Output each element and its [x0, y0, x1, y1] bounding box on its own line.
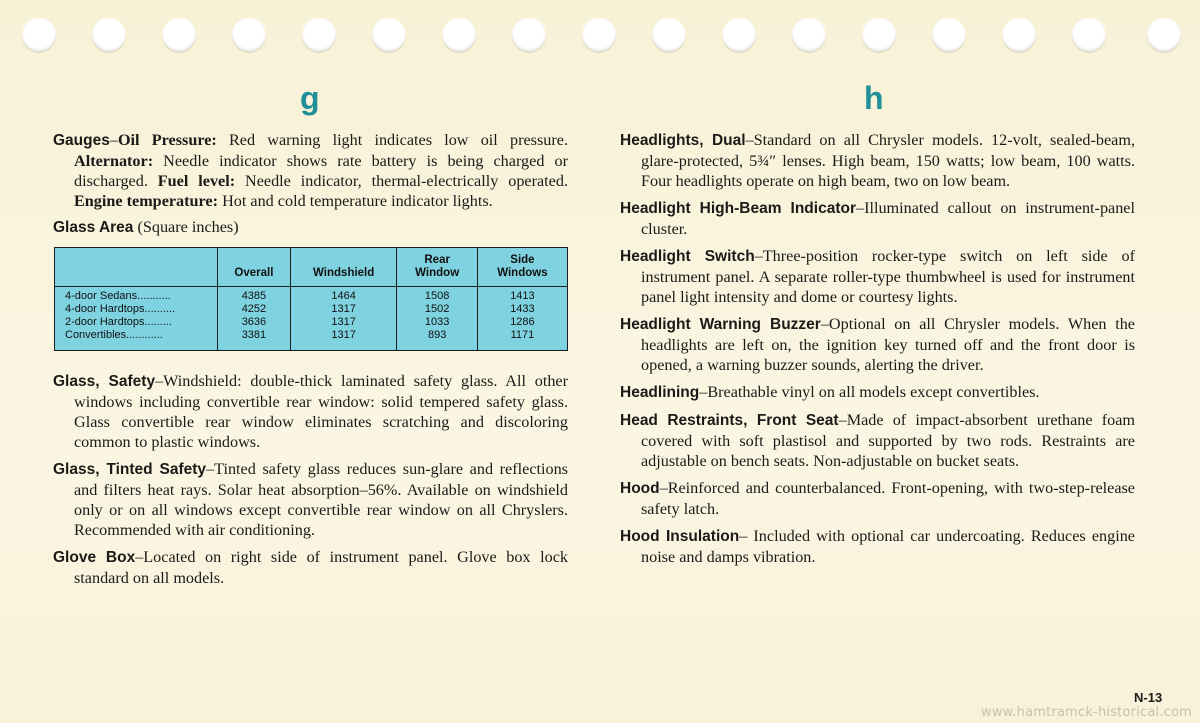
- entry-hood: [620, 478, 1135, 519]
- entry-term: Gauges: [53, 132, 110, 149]
- entry-glass-tinted-safety: [53, 459, 568, 540]
- binder-hole: [512, 18, 546, 52]
- binder-hole: [722, 18, 756, 52]
- side-windows-cell: [477, 287, 567, 351]
- entry-term: Head Restraints, Front Seat: [620, 412, 839, 429]
- alternator-label: Alternator:: [74, 152, 154, 170]
- header-model: [55, 248, 218, 287]
- binder-hole: [442, 18, 476, 52]
- entry-term: Glass, Safety: [53, 373, 156, 390]
- table-cell: 4-door Hardtops..........: [65, 303, 176, 315]
- engine-temp-text: Hot and cold temperature indicator lights.: [218, 192, 493, 210]
- binder-hole: [232, 18, 266, 52]
- entry-text: –Standard on all Chrysler models. 12-volt, sealed-beam, glare-protected, 5¾″ lenses. High beam, 150 watts; low beam, 100 watts. Four headlights operate on high beam, two on low beam.: [641, 131, 1135, 190]
- table-cell: 1317: [331, 329, 356, 341]
- fuel-level-label: Fuel level:: [157, 172, 236, 190]
- oil-pressure-label: Oil Pressure:: [117, 131, 217, 149]
- entry-glove-box: [53, 547, 568, 588]
- binder-hole: [652, 18, 686, 52]
- windshield-cell: [290, 287, 397, 351]
- binder-hole: [1002, 18, 1036, 52]
- table-body-row: [55, 287, 568, 351]
- binder-hole: [582, 18, 616, 52]
- table-cell: 1171: [510, 329, 535, 341]
- entry-term: Headlight Warning Buzzer: [620, 316, 821, 333]
- fuel-level-text: Needle indicator, thermal-electrically operated.: [235, 172, 568, 190]
- entry-text: – Included with optional car undercoating. Reduces engine noise and damps vibration.: [641, 527, 1135, 566]
- header-windshield: [290, 248, 397, 287]
- alternator-text: Needle indicator shows rate battery is being charged or discharged.: [74, 152, 568, 190]
- table-cell: 2-door Hardtops.........: [65, 316, 172, 328]
- section-letter-g: g: [300, 80, 320, 116]
- binder-hole: [792, 18, 826, 52]
- table-cell: 1508: [424, 290, 450, 302]
- table-cell: 1286: [510, 316, 535, 328]
- glass-area-table: [54, 247, 568, 351]
- glass-area-note: (Square inches): [133, 218, 239, 236]
- header-overall: [218, 248, 291, 287]
- binder-hole: [1147, 18, 1181, 52]
- section-letter-h: h: [864, 80, 884, 116]
- header-side-windows: [477, 248, 567, 287]
- binder-hole: [92, 18, 126, 52]
- table-cell: 1464: [331, 290, 356, 302]
- engine-temp-label: Engine temperature:: [74, 192, 219, 210]
- separator: –: [109, 131, 118, 149]
- entry-headlight-switch: [620, 246, 1135, 307]
- page-number: N-13: [1134, 690, 1163, 705]
- table-cell: 1317: [331, 303, 356, 315]
- entry-gauges: [53, 130, 568, 211]
- binder-hole: [22, 18, 56, 52]
- entry-text: –Optional on all Chrysler models. When the headlights are left on, the ignition key turned off and the front door is opened, a warning buzzer sounds, alerting the driver.: [641, 315, 1135, 374]
- right-column: [620, 130, 1135, 574]
- header-label: Overall: [234, 267, 274, 279]
- table-header-row: [55, 248, 568, 287]
- entry-text: –Breathable vinyl on all models except convertibles.: [699, 383, 1040, 401]
- entry-term: Headlight Switch: [620, 248, 755, 265]
- entry-term: Glove Box: [53, 549, 136, 566]
- entry-text: –Illuminated callout on instrument-panel cluster.: [641, 199, 1135, 238]
- overall-cell: [218, 287, 291, 351]
- entry-term: Headlining: [620, 384, 700, 401]
- entry-term: Hood: [620, 480, 660, 497]
- entry-text: –Made of impact-absorbent urethane foam covered with soft plastisol and supported by two rods. Restraints are adjustable on bench seats. Non-adjustable on bucket seats.: [641, 411, 1135, 470]
- entry-warning-buzzer: [620, 314, 1135, 375]
- binder-hole: [862, 18, 896, 52]
- table-cell: 4385: [241, 290, 267, 302]
- entry-text: –Windshield: double-thick laminated safety glass. All other windows including convertible rear window: solid tempered safety glass. Glass convertible rear window eliminates scratching and discoloring common to plastic windows.: [74, 372, 568, 451]
- entry-text: –Reinforced and counterbalanced. Front-opening, with two-step-release safety latch.: [641, 479, 1135, 518]
- table-cell: 1033: [424, 316, 450, 328]
- table-cell: Convertibles............: [65, 329, 163, 341]
- entry-term: Glass Area: [53, 219, 134, 236]
- table-cell: 3381: [241, 329, 267, 341]
- header-label: Windshield: [313, 267, 375, 279]
- binder-hole: [932, 18, 966, 52]
- entry-hood-insulation: [620, 526, 1135, 567]
- oil-pressure-text: Red warning light indicates low oil pressure.: [216, 131, 569, 149]
- entry-term: Glass, Tinted Safety: [53, 461, 207, 478]
- binder-hole: [302, 18, 336, 52]
- binder-hole: [1072, 18, 1106, 52]
- table-cell: 1413: [510, 290, 535, 302]
- rear-window-cell: [397, 287, 477, 351]
- glass-area-heading: [53, 218, 568, 237]
- header-label: Rear: [424, 254, 450, 266]
- table-cell: 1502: [424, 303, 450, 315]
- entry-glass-safety: [53, 371, 568, 452]
- binder-holes: [0, 18, 1200, 62]
- header-label: Windows: [497, 267, 548, 279]
- entry-high-beam-indicator: [620, 198, 1135, 239]
- entry-headlights-dual: [620, 130, 1135, 191]
- table-cell: 4-door Sedans...........: [65, 290, 171, 302]
- entry-term: Headlights, Dual: [620, 132, 746, 149]
- entry-term: Headlight High-Beam Indicator: [620, 200, 856, 217]
- models-cell: [55, 287, 218, 351]
- binder-hole: [162, 18, 196, 52]
- table-cell: 1433: [510, 303, 535, 315]
- entry-text: –Tinted safety glass reduces sun-glare and reflections and filters heat rays. Solar heat absorption–56%. Available on windshield only or on all windows except convertible rear window on all Chryslers. Recommended with air conditioning.: [74, 460, 568, 539]
- binder-hole: [372, 18, 406, 52]
- table-cell: 893: [427, 329, 447, 341]
- entry-term: Hood Insulation: [620, 528, 740, 545]
- entry-text: –Located on right side of instrument panel. Glove box lock standard on all models.: [74, 548, 568, 587]
- header-label: Window: [415, 267, 460, 279]
- header-label: Side: [510, 254, 535, 266]
- table-cell: 1317: [331, 316, 356, 328]
- entry-text: –Three-position rocker-type switch on left side of instrument panel. A separate roller-type thumbwheel is used for instrument panel light intensity and dome or courtesy lights.: [641, 247, 1135, 306]
- header-rear-window: [397, 248, 477, 287]
- table-cell: 4252: [241, 303, 267, 315]
- left-column: [53, 130, 568, 595]
- entry-headlining: [620, 382, 1135, 403]
- table-cell: 3636: [241, 316, 267, 328]
- entry-head-restraints: [620, 410, 1135, 471]
- watermark: www.hamtramck-historical.com: [981, 705, 1192, 720]
